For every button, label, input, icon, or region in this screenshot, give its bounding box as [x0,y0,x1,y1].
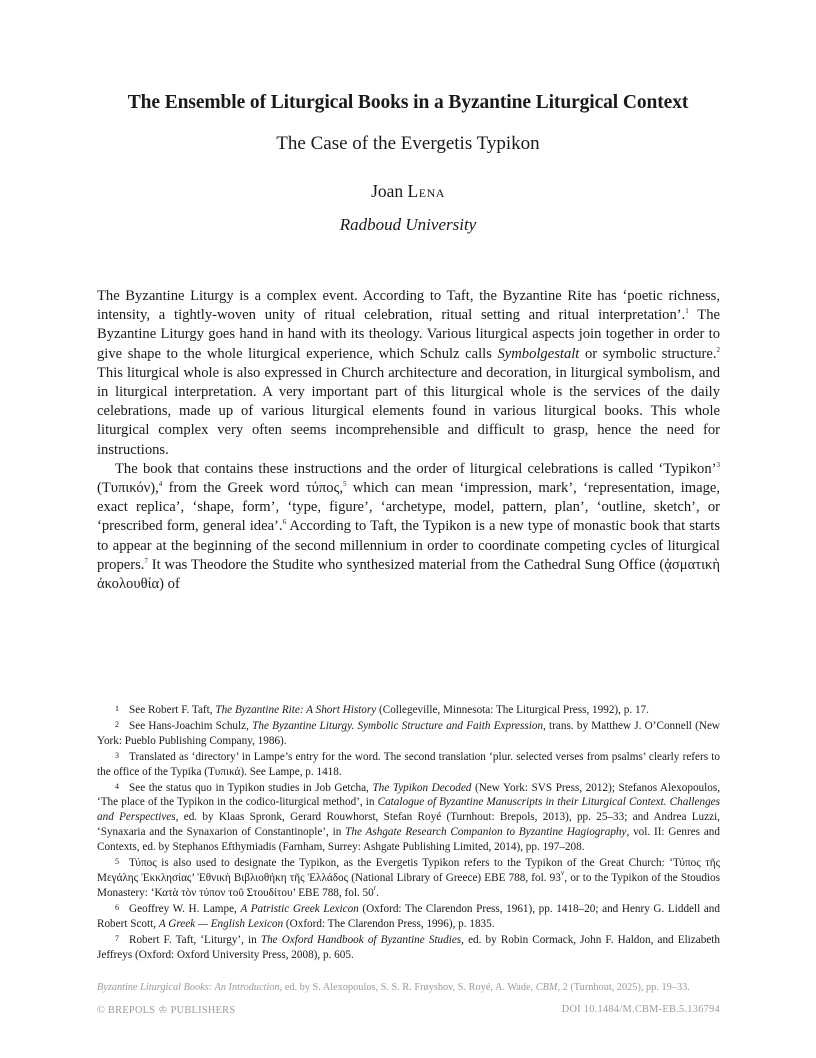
text-run: (New York: SVS Press, 2012); Stefanos Alexopoulos, ‘The place of the Typikon in the codico-liturgical method’, in [97,781,720,809]
text-run: from the Greek word τύπος, [162,480,344,497]
footnote-ref-6[interactable]: 6 [282,518,287,527]
footnote-number: 1 [115,704,119,713]
text-run: The Byzantine Liturgy is a complex event. According to Taft, the Byzantine Rite has ‘poetic richness, intensity, a tightly-woven unity of ritual celebration, ritual setting and ritual interpretation’. [97,288,720,324]
author-last-name: Lena [407,181,445,201]
text-run: According to Taft, the Typikon is a new type of monastic book that starts to appear at the beginning of the second millennium in order to coordinate competing cycles of liturgical propers. [97,518,721,573]
text-run: or symbolic structure. [579,345,717,362]
footnote-2 [97,718,720,749]
footnote-ref-7[interactable]: 7 [144,556,148,565]
text-run: The book that contains these instructions and the order of liturgical celebrations is called ‘Typikon’ [115,460,717,477]
text-run: Τύπος is also used to designate the Typikon, as the Evergetis Typikon refers to the Typikon of the Great Church: ‘Τύπος τῆς Μεγάλης Ἐκκλησίας’ Ἐθνικὴ Βιβλιοθήκη τῆς Ἑλλάδος (National Library of Greece) EBE 788, fol. 93 [97,857,720,884]
text-run: See Robert F. Taft, [129,704,216,716]
book-citation [97,982,720,993]
article-title: The Ensemble of Liturgical Books in a Byzantine Liturgical Context [127,92,689,113]
text-run: , vol. II: Genres and Contexts, ed. by Stephanos Efthymiadis (Farnham, Surrey: Ashgate Publishing Limited, 2014), pp. 197–208. [97,826,720,854]
footnote-number: 3 [115,750,119,760]
emphasis: Symbolgestalt [497,345,580,362]
publisher-name: © BREPOLS ♔ PUBLISHERS [97,1005,236,1016]
footnote-number: 7 [115,933,119,943]
publisher-line [97,1004,720,1016]
series-info: , 2 (Turnhout, 2025), pp. 19–33. [557,982,690,993]
text-run: , or to the Typikon of the Stoudios Monastery: ‘Κατὰ τὸν τύπον τοῦ Στουδίτου’ EBE 788, fol. 50 [97,871,720,899]
citation-title: A Greek — English Lexicon [158,917,284,930]
footnote-1 [97,702,720,718]
footnote-ref-1[interactable]: 1 [685,307,689,316]
footnote-ref-5[interactable]: 5 [343,480,347,489]
text-run: , ed. by Klaas Spronk, Gerard Rouwhorst, Stefan Royé (Turnhout: Brepols, 2013), pp. 25–33; and Andrea Luzzi, ‘Synaxaria and the Synaxarion of Constantinople’, in [97,811,720,839]
text-run: See the status quo in Typikon studies in Job Getcha, [129,781,373,794]
footnote-number: 6 [115,902,119,912]
citation-title: The Byzantine Rite: A Short History [215,704,377,716]
author-name [0,181,816,202]
text-run: , ed. by Robin Cormack, John F. Haldon, and Elizabeth Jeffreys (Oxford: Oxford University Press, 2008), p. 605. [97,933,720,961]
text-run: which can mean ‘impression, mark’, ‘representation, image, exact replica’, ‘shape, form’, ‘type, figure’, ‘archetype, model, pattern, plan’, ‘outline, sketch’, or ‘prescribed form, general idea’. [97,480,721,535]
footnote-5 [97,855,720,901]
footnote-7 [97,932,720,963]
text-run: (Oxford: The Clarendon Press, 1961), pp. 1418–20; and Henry G. Liddell and Robert Scott, [97,902,720,930]
book-editors: , ed. by S. Alexopoulos, S. S. R. Frøyshov, S. Royé, A. Wade, [279,982,536,993]
footnote-ref-2[interactable]: 2 [716,345,720,354]
author-first-name: Joan [371,181,408,201]
footnote-number: 4 [115,781,119,791]
text-run: Robert F. Taft, ‘Liturgy’, in [129,933,261,946]
text-run: It was Theodore the Studite who synthesized material from the Cathedral Sung Office (ᾀσματικὴ ἀκολουθία) of [97,556,720,593]
footnote-ref-4[interactable]: 4 [158,480,163,489]
text-run: (Τυπικόν), [97,480,159,497]
text-run: . [376,886,379,899]
citation-title: The Ashgate Research Companion to Byzantine Hagiography [345,826,627,839]
citation-title: Catalogue of Byzantine Manuscripts in their Liturgical Context. Challenges and Perspectives [97,796,720,824]
text-run: See Hans-Joachim Schulz, [129,719,253,732]
text-run: (Oxford: The Clarendon Press, 1996), p. 1835. [283,917,495,930]
text-run: The Byzantine Liturgy goes hand in hand with its theology. Various liturgical aspects join together in order to give shape to the whole liturgical experience, which Schulz calls [97,307,720,362]
citation-title: The Typikon Decoded [372,781,472,794]
footnote-number: 2 [115,719,119,729]
book-title: Byzantine Liturgical Books: An Introduction [97,982,280,993]
footnotes [97,702,720,962]
footnote-4 [97,780,720,856]
body-text [97,287,720,594]
footnote-ref-3[interactable]: 3 [716,460,720,469]
citation-title: The Oxford Handbook of Byzantine Studies [260,933,462,946]
author-affiliation: Radboud University [339,215,477,234]
text-run: , trans. by Matthew J. O’Connell (New York: Pueblo Publishing Company, 1986). [97,719,721,747]
footnote-6 [97,901,720,932]
footnote-3 [97,749,720,780]
text-run: (Collegeville, Minnesota: The Liturgical Press, 1992), p. 17. [376,704,649,716]
folio-side: r [373,883,377,892]
text-run: Translated as ‘directory’ in Lampe’s entry for the word. The second translation ‘plur. selected verses from psalms’ clearly refers to the office of the Typika (Τυπικά). See Lampe, p. 1418. [97,750,720,778]
article-subtitle: The Case of the Evergetis Typikon [276,133,540,154]
text-run: Geoffrey W. H. Lampe, [129,902,241,915]
series-name: CBM [535,982,558,993]
doi-link[interactable]: DOI 10.1484/M.CBM-EB.5.136794 [561,1004,720,1015]
paragraph-1 [97,287,720,460]
text-run: This liturgical whole is also expressed in Church architecture and decoration, in liturgical symbolism, and in liturgical interpretation. A very important part of this liturgical whole is the services of the daily celebrations, made up of various liturgical elements found in various liturgical books. This whole liturgical complex very often seems incomprehensible and difficult to grasp, hence the need for instructions. [97,364,720,458]
citation-title: The Byzantine Liturgy. Symbolic Structure and Faith Expression [252,719,544,732]
paragraph-2 [97,460,720,594]
folio-side: v [560,868,565,877]
footnote-number: 5 [115,857,119,867]
citation-title: A Patristic Greek Lexicon [240,902,359,915]
